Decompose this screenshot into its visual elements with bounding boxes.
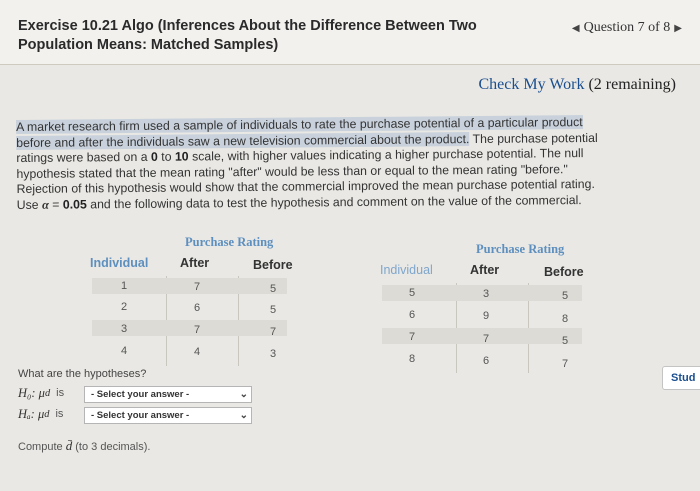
ha-select-value: - Select your answer - <box>91 410 190 421</box>
purchase-rating-header-1: Purchase Rating <box>185 235 274 249</box>
alpha-symbol: α <box>41 197 49 212</box>
table-cell: 9 <box>482 310 490 322</box>
next-question-icon[interactable]: ▶ <box>674 22 682 34</box>
question-navigation <box>572 20 682 36</box>
col-after-1: After <box>180 256 210 270</box>
alternative-hypothesis-row <box>18 405 63 423</box>
problem-statement <box>16 114 681 213</box>
problem-line-4: hypothesis stated that the mean rating "after" would be less than or equal to the mean rating "before." <box>16 161 568 181</box>
chevron-down-icon: ⌄ <box>239 410 248 421</box>
check-my-work <box>479 76 677 94</box>
table-cell: 7 <box>193 324 201 336</box>
d-bar-symbol: d̄ <box>65 438 73 453</box>
question-counter: Question 7 of 8 <box>583 20 671 35</box>
table-cell: 5 <box>269 304 277 316</box>
scale-high: 10 <box>174 149 189 164</box>
compute-prefix: Compute <box>18 441 63 453</box>
compute-prompt <box>18 438 150 454</box>
check-my-work-link[interactable]: Check My Work <box>478 76 585 93</box>
problem-line-6b: = <box>48 197 63 212</box>
problem-line-1: A market research firm used a sample of individuals to rate the purchase potential of a particular product <box>16 115 583 134</box>
problem-line-3c: scale, with higher values indicating a higher purchase potential. The null <box>188 146 584 164</box>
problem-line-6a: Use <box>16 197 43 212</box>
table-cell: 7 <box>193 281 201 293</box>
null-hypothesis-row <box>18 384 64 402</box>
table-cell: 7 <box>269 326 277 338</box>
problem-line-2b: The purchase potential <box>469 130 598 146</box>
table-cell: 3 <box>269 348 277 360</box>
table-cell: 4 <box>120 345 128 357</box>
problem-line-3a: ratings were based on a <box>16 149 152 165</box>
h0-subscript: d <box>44 387 51 399</box>
col-before-1: Before <box>253 258 293 272</box>
table-cell: 7 <box>561 358 569 370</box>
table-cell: 6 <box>408 309 416 321</box>
table-cell: 6 <box>482 355 490 367</box>
table-cell: 8 <box>408 353 416 365</box>
exercise-header <box>0 0 700 65</box>
compute-suffix: (to 3 decimals). <box>75 441 151 453</box>
ha-is: is <box>55 408 64 420</box>
hypotheses-question: What are the hypotheses? <box>18 368 147 380</box>
prev-question-icon[interactable]: ◀ <box>571 22 580 34</box>
problem-line-5: Rejection of this hypothesis would show that the commercial improved the mean purchase potential rating. <box>16 176 595 196</box>
table-cell: 7 <box>408 331 416 343</box>
table-cell: 3 <box>120 323 128 335</box>
ha-select[interactable] <box>84 407 252 424</box>
table-cell: 5 <box>269 283 277 295</box>
problem-line-6c: and the following data to test the hypothesis and comment on the value of the commercial. <box>86 192 582 211</box>
table-cell: 2 <box>120 301 128 313</box>
chevron-down-icon: ⌄ <box>239 389 248 400</box>
problem-line-2a: before and after the individuals saw a new television commercial about the product. <box>16 131 470 150</box>
h0-is: is <box>56 387 65 399</box>
alpha-value: 0.05 <box>62 196 87 212</box>
col-before-2: Before <box>544 265 584 279</box>
scale-low: 0 <box>150 149 158 164</box>
col-after-2: After <box>470 263 500 277</box>
table-cell: 7 <box>482 333 490 345</box>
check-remaining: (2 remaining) <box>588 76 676 93</box>
exercise-title: Exercise 10.21 Algo (Inferences About the Difference Between Two Population Means: Matched Samples) <box>18 18 477 53</box>
ha-subscript: d <box>44 408 50 420</box>
purchase-rating-header-2: Purchase Rating <box>476 242 565 256</box>
table-cell: 3 <box>482 288 490 300</box>
table-cell: 4 <box>193 346 201 358</box>
table-cell: 1 <box>120 280 128 292</box>
col-individual-1: Individual <box>90 256 149 270</box>
col-individual-2: Individual <box>380 263 433 277</box>
h0-select[interactable] <box>84 386 252 403</box>
side-tab[interactable]: Stud <box>662 366 700 390</box>
ha-label: Hₐ: μ <box>18 406 45 421</box>
h0-select-value: - Select your answer - <box>91 389 190 400</box>
table-cell: 5 <box>561 335 569 347</box>
table-cell: 8 <box>561 313 569 325</box>
table-cell: 5 <box>408 287 416 299</box>
table-cell: 5 <box>561 290 569 302</box>
table-cell: 6 <box>193 302 201 314</box>
problem-line-3b: to <box>157 149 175 164</box>
h0-label: H₀: μ <box>18 385 45 400</box>
